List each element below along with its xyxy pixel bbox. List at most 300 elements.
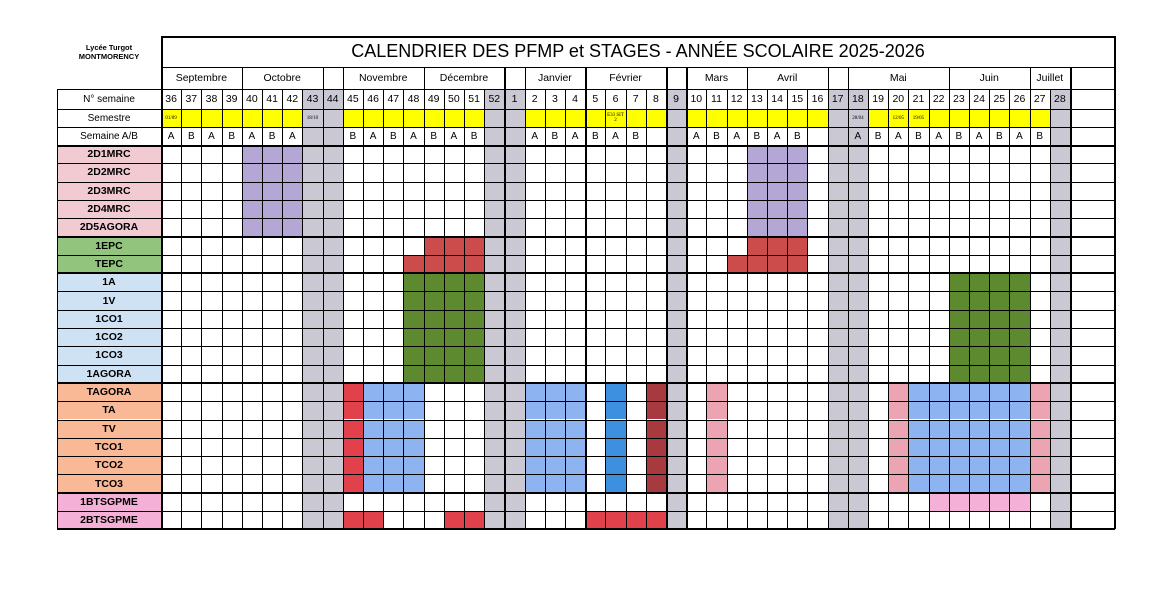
internship-cell [929,456,949,474]
internship-cell [1030,401,1050,419]
grid-line [464,89,465,529]
internship-cell [949,273,969,291]
week-row-label: N° semaine [83,93,135,105]
class-label: 2D3MRC [57,182,161,200]
semester-cell [545,109,565,127]
internship-cell [343,456,363,474]
week-number: 18 [852,93,864,105]
grid-line [868,89,869,529]
grid-line [1050,89,1051,529]
class-label: TCO1 [57,438,161,456]
internship-cell [989,383,1009,401]
internship-cell [908,383,928,401]
internship-cell [403,346,423,364]
school-city: MONTMORENCY [78,51,140,61]
ab-letter: B [228,130,236,142]
grid-line [807,89,808,529]
grid-line [747,67,749,529]
internship-cell [363,383,383,401]
grid-line [1009,89,1010,529]
internship-cell [969,420,989,438]
internship-cell [949,438,969,456]
grid-line [1070,67,1072,529]
week-number: 38 [205,93,218,105]
internship-cell [949,474,969,492]
internship-cell [747,218,767,236]
class-label: 2BTSGPME [57,511,161,529]
week-number: 10 [690,93,703,105]
internship-cell [424,365,444,383]
week-number: 44 [326,93,339,105]
internship-cell [282,218,302,236]
month-label: Mai [889,72,907,84]
internship-cell [787,218,807,236]
ab-letter: B [713,130,720,142]
week-number: 47 [387,93,400,105]
ab-letter: A [369,130,377,142]
internship-cell [787,163,807,181]
ab-letter: B [632,130,640,142]
week-number: 27 [1033,93,1046,105]
semester-cell [989,109,1009,127]
class-label: 2D4MRC [57,200,161,218]
internship-cell [706,401,726,419]
internship-cell [1009,383,1029,401]
semester-cell [686,109,706,127]
internship-cell [727,255,747,273]
ab-letter: B [551,130,559,142]
ab-letter: B [187,130,195,142]
internship-cell [403,310,423,328]
internship-cell [706,456,726,474]
grid-line [525,67,527,529]
semester-note: 19/05 [912,115,925,121]
ab-letter: B [995,130,1003,142]
internship-cell [969,493,989,511]
internship-cell [565,456,585,474]
internship-cell [646,383,666,401]
internship-cell [424,255,444,273]
internship-cell [908,438,928,456]
ab-letter: A [692,130,700,142]
semester-cell [706,109,726,127]
semester-row-label: Semestre [87,112,131,124]
internship-cell [525,401,545,419]
internship-cell [424,310,444,328]
internship-cell [545,456,565,474]
internship-cell [383,383,403,401]
grid-line [504,67,506,529]
ab-letter: A [894,130,902,142]
ab-row-label: Semaine A/B [80,130,138,142]
internship-cell [787,145,807,163]
internship-cell [949,310,969,328]
internship-cell [444,273,464,291]
week-number: 21 [912,93,925,105]
semester-cell [727,109,747,127]
internship-cell [949,365,969,383]
internship-cell [545,401,565,419]
semester-cell [807,109,827,127]
internship-cell [969,438,989,456]
internship-cell [424,328,444,346]
month-label: Janvier [537,72,572,84]
internship-cell [464,328,484,346]
internship-cell [444,511,464,529]
semester-note: 28/04 [852,115,864,121]
internship-cell [464,273,484,291]
semester-cell [565,109,585,127]
ab-letter: B [793,130,801,142]
month-label: Juillet [1036,72,1064,84]
week-number: 23 [953,93,965,105]
grid-line [969,89,970,529]
internship-cell [949,401,969,419]
class-label: 2D1MRC [57,145,161,163]
internship-cell [383,456,403,474]
internship-cell [929,401,949,419]
internship-cell [444,255,464,273]
internship-cell [646,456,666,474]
semester-cell [1030,109,1050,127]
internship-cell [888,420,908,438]
internship-cell [525,456,545,474]
ab-letter: A [208,130,215,142]
internship-cell [767,255,787,273]
class-label: 2D5AGORA [57,218,161,236]
grid-line [363,89,364,529]
week-number: 12 [730,93,743,105]
grid-line [666,67,668,529]
grid-line [565,89,566,529]
internship-cell [565,401,585,419]
internship-cell [585,511,605,529]
internship-cell [949,383,969,401]
grid-line [201,89,202,529]
grid-line [828,67,830,529]
internship-cell [242,145,262,163]
internship-cell [767,163,787,181]
internship-cell [403,383,423,401]
week-number: 14 [771,93,783,105]
internship-cell [989,346,1009,364]
internship-cell [605,456,625,474]
internship-cell [262,200,282,218]
week-number: 28 [1054,93,1066,105]
internship-cell [646,401,666,419]
week-number: 6 [612,93,619,105]
ab-letter: A [248,130,256,142]
internship-cell [989,365,1009,383]
internship-cell [767,145,787,163]
month-label: Février [609,72,642,84]
internship-cell [787,255,807,273]
class-label: TA [57,401,161,419]
internship-cell [929,474,949,492]
internship-cell [969,365,989,383]
week-number: 46 [367,93,379,105]
internship-cell [605,474,625,492]
internship-cell [464,310,484,328]
semester-cell [464,109,484,127]
semester-cell [222,109,242,127]
internship-cell [363,420,383,438]
internship-cell [1009,420,1029,438]
internship-cell [767,200,787,218]
internship-cell [464,291,484,309]
internship-cell [343,511,363,529]
semester-cell [242,109,262,127]
ab-letter: B [470,130,478,142]
semester-cell [262,109,282,127]
internship-cell [525,420,545,438]
semester-cell [201,109,221,127]
internship-cell [343,383,363,401]
internship-cell [969,346,989,364]
week-number: 52 [488,93,501,105]
semester-cell [444,109,464,127]
internship-cell [969,328,989,346]
semester-cell [787,109,807,127]
internship-cell [989,493,1009,511]
internship-cell [464,511,484,529]
internship-cell [403,420,423,438]
week-number: 17 [831,93,844,105]
week-number: 50 [448,93,460,105]
ab-letter: B [591,130,599,142]
internship-cell [787,182,807,200]
semester-cell [767,109,787,127]
ab-letter: A [975,130,983,142]
class-label: 1CO1 [57,310,161,328]
internship-cell [949,291,969,309]
class-label: 1BTSGPME [57,493,161,511]
internship-cell [444,365,464,383]
internship-cell [929,420,949,438]
ab-letter: B [268,130,276,142]
internship-cell [605,511,625,529]
page-title: CALENDRIER DES PFMP et STAGES - ANNÉE SCOLAIRE 2025-2026 [351,41,925,61]
internship-cell [747,200,767,218]
internship-cell [343,474,363,492]
internship-cell [565,438,585,456]
internship-cell [545,420,565,438]
internship-cell [646,511,666,529]
class-label: 1CO2 [57,328,161,346]
internship-cell [969,310,989,328]
ab-letter: B [753,130,761,142]
class-label: TV [57,420,161,438]
class-label: TEPC [57,255,161,273]
grid-line [383,89,384,529]
internship-cell [605,420,625,438]
internship-cell [1009,438,1029,456]
internship-cell [605,401,625,419]
internship-cell [989,420,1009,438]
grid-line [484,89,485,529]
week-number: 9 [673,93,680,105]
internship-cell [989,310,1009,328]
internship-cell [424,291,444,309]
school-box [57,36,161,67]
grid-line [706,89,707,529]
week-number: 7 [632,93,639,105]
semester-note: 12/05 [892,115,904,121]
class-label: 1CO3 [57,346,161,364]
internship-cell [403,401,423,419]
ab-letter: A [733,130,741,142]
internship-cell [403,365,423,383]
internship-cell [929,383,949,401]
grid-line [646,89,647,529]
grid-line [626,89,627,529]
internship-cell [464,255,484,273]
week-number: 48 [407,93,420,105]
internship-cell [969,456,989,474]
week-number: 37 [185,93,198,105]
internship-cell [282,200,302,218]
grid-line [161,67,1115,68]
month-label: Septembre [175,72,228,84]
grid-line [403,89,404,529]
internship-cell [424,237,444,255]
internship-cell [444,237,464,255]
internship-cell [908,474,928,492]
internship-cell [747,145,767,163]
week-number: 25 [993,93,1006,105]
internship-cell [525,438,545,456]
internship-cell [464,237,484,255]
ab-letter: A [854,130,862,142]
grid-line [323,67,325,529]
internship-cell [989,273,1009,291]
internship-cell [747,237,767,255]
semester-note: 01/09 [165,115,177,121]
grid-line [161,36,1115,38]
week-number: 2 [531,93,538,105]
internship-cell [464,365,484,383]
internship-cell [363,474,383,492]
grid-line [686,67,688,529]
internship-cell [1030,420,1050,438]
month-label: Décembre [439,72,489,84]
week-number: 43 [306,93,319,105]
semester-cell [626,109,646,127]
internship-cell [1009,401,1029,419]
semester-cell [525,109,545,127]
internship-cell [646,438,666,456]
internship-cell [444,291,464,309]
internship-cell [363,456,383,474]
internship-cell [565,474,585,492]
internship-cell [403,456,423,474]
grid-line [302,89,303,529]
week-number: 8 [652,93,659,105]
internship-cell [1030,383,1050,401]
internship-cell [1009,310,1029,328]
internship-cell [1009,346,1029,364]
month-label: Mars [704,72,729,84]
class-label: 1EPC [57,237,161,255]
internship-cell [282,145,302,163]
internship-cell [989,474,1009,492]
internship-cell [444,346,464,364]
grid-line [181,89,182,529]
internship-cell [1009,493,1029,511]
semester-cell [868,109,888,127]
internship-cell [424,273,444,291]
internship-cell [1009,328,1029,346]
ab-letter: B [349,130,357,142]
grid-line [605,89,606,529]
grid-line [848,67,850,529]
week-number: 22 [932,93,945,105]
internship-cell [747,255,767,273]
internship-cell [989,291,1009,309]
internship-cell [787,200,807,218]
internship-cell [908,456,928,474]
internship-cell [242,182,262,200]
internship-cell [545,383,565,401]
semester-cell [969,109,989,127]
internship-cell [242,200,262,218]
week-number: 11 [711,93,722,105]
internship-cell [949,456,969,474]
grid-line [908,89,909,529]
internship-cell [262,163,282,181]
internship-cell [908,420,928,438]
internship-cell [403,255,423,273]
week-number: 4 [572,93,579,105]
internship-cell [363,511,383,529]
internship-cell [1030,438,1050,456]
ab-letter: A [531,130,539,142]
internship-cell [646,420,666,438]
semester-cell [383,109,403,127]
semester-cell [747,109,767,127]
internship-cell [1009,365,1029,383]
week-number: 49 [427,93,440,105]
internship-cell [767,218,787,236]
grid-line [57,89,58,529]
class-label: 1A [57,273,161,291]
internship-cell [262,218,282,236]
internship-cell [282,182,302,200]
month-label: Juin [979,72,999,84]
week-number: 3 [551,93,558,105]
internship-cell [747,182,767,200]
internship-cell [525,383,545,401]
internship-cell [1009,474,1029,492]
semester-cell [181,109,201,127]
internship-cell [444,310,464,328]
semester-note: E33 SIT 2 [607,113,624,123]
week-number: 1 [511,93,518,105]
internship-cell [525,474,545,492]
week-number: 15 [791,93,804,105]
internship-cell [262,145,282,163]
internship-cell [424,346,444,364]
internship-cell [343,438,363,456]
grid-line [424,67,426,529]
internship-cell [706,474,726,492]
semester-cell [585,109,605,127]
internship-cell [767,182,787,200]
semester-cell [363,109,383,127]
internship-cell [565,383,585,401]
internship-cell [969,474,989,492]
internship-cell [787,237,807,255]
